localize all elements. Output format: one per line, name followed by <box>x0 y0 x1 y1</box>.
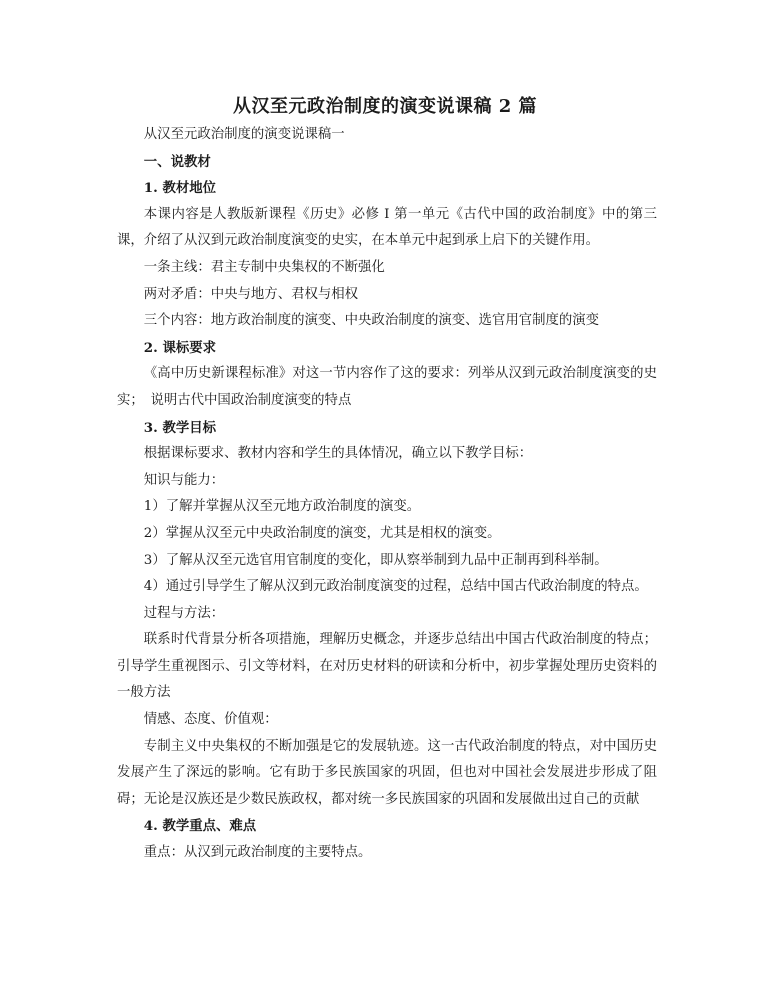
paragraph: 一条主线：君主专制中央集权的不断强化 <box>143 259 385 275</box>
paragraph: 三个内容：地方政治制度的演变、中央政治制度的演变、选官用官制度的演变 <box>143 313 600 329</box>
paragraph: 专制主义中央集权的不断加强是它的发展轨迹。这一古代政治制度的特点，对中国历史发展产生了深远的影响。它有助于多民族国家的巩固，但也对中国社会发展进步形成了阻碍；无论是汉族还是少数民族政权，都对统一多民族国家的巩固和发展做出过自己的贡献 <box>117 738 657 807</box>
paragraph: 根据课标要求、教材内容和学生的具体情况，确立以下教学目标： <box>143 446 533 462</box>
paragraph: 重点：从汉到元政治制度的主要特点。 <box>143 845 372 861</box>
subsection-heading: 2. 课标要求 <box>143 339 217 356</box>
paragraph: 《高中历史新课程标准》对这一节内容作了这的要求：列举从汉到元政治制度演变的史实； 说明古代中国政治制度演变的特点 <box>117 366 657 408</box>
paragraph: 知识与能力： <box>143 472 225 488</box>
document-body <box>117 122 657 867</box>
list-item: 1）了解并掌握从汉至元地方政治制度的演变。 <box>143 499 421 515</box>
section-heading: 一、说教材 <box>143 153 211 170</box>
subsection-heading: 3. 教学目标 <box>143 419 217 436</box>
paragraph: 过程与方法： <box>143 605 225 621</box>
paragraph: 情感、态度、价值观： <box>143 712 278 728</box>
paragraph: 从汉至元政治制度的演变说课稿一 <box>143 127 345 142</box>
paragraph: 联系时代背景分析各项措施，理解历史概念，并逐步总结出中国古代政治制度的特点；引导学生重视图示、引文等材料，在对历史材料的研读和分析中，初步掌握处理历史资料的一般方法 <box>117 632 657 701</box>
document-title: 从汉至元政治制度的演变说课稿 2 篇 <box>232 96 538 117</box>
list-item: 2）掌握从汉至元中央政治制度的演变，尤其是相权的演变。 <box>143 525 501 541</box>
list-item: 4）通过引导学生了解从汉到元政治制度演变的过程，总结中国古代政治制度的特点。 <box>143 579 648 595</box>
paragraph: 本课内容是人教版新课程《历史》必修 I 第一单元《古代中国的政治制度》中的第三课，介绍了从汉到元政治制度演变的史实，在本单元中起到承上启下的关键作用。 <box>117 206 657 249</box>
subsection-heading: 1. 教材地位 <box>143 180 217 197</box>
list-item: 3）了解从汉至元选官用官制度的变化，即从察举制到九品中正制再到科举制。 <box>143 552 608 568</box>
paragraph: 两对矛盾：中央与地方、君权与相权 <box>143 286 359 302</box>
subsection-heading: 4. 教学重点、难点 <box>143 818 257 835</box>
